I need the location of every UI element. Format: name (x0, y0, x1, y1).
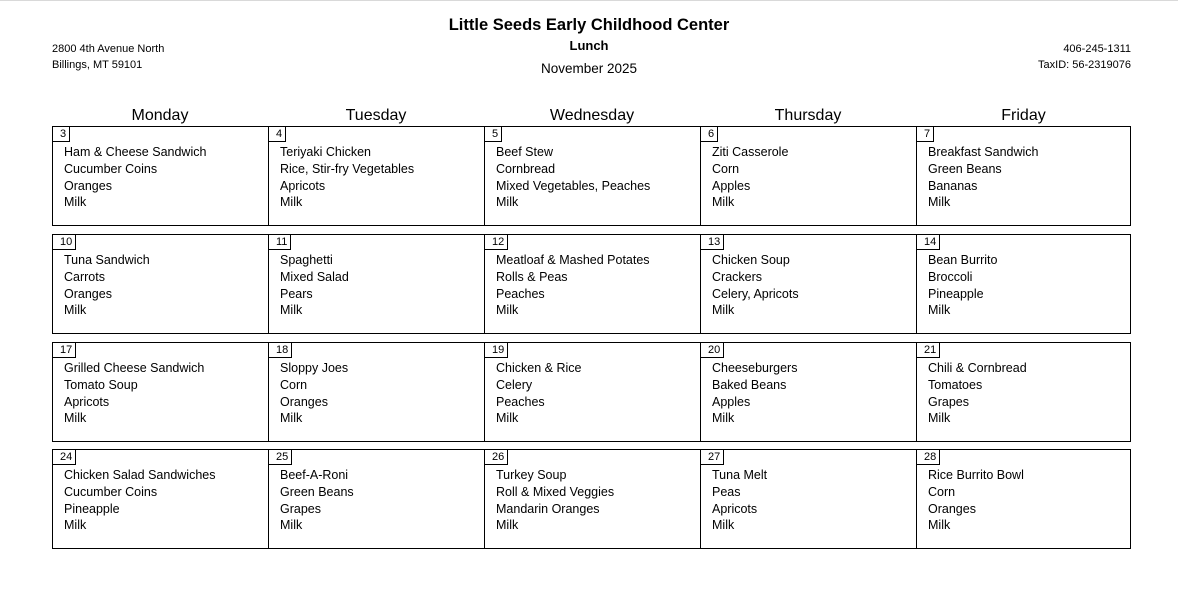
date-number: 4 (269, 127, 286, 142)
menu-item: Milk (280, 195, 303, 210)
menu-item: Milk (64, 411, 87, 426)
day-cell (53, 343, 269, 441)
menu-item: Milk (64, 303, 87, 318)
day-cell (269, 450, 485, 548)
menu-item: Cheeseburgers (712, 361, 798, 375)
menu-item: Peaches (496, 394, 545, 409)
menu-item: Broccoli (928, 269, 973, 284)
menu-item: Green Beans (928, 161, 1002, 176)
date-number: 28 (917, 450, 940, 465)
day-cell (485, 127, 701, 225)
day-header-monday: Monday (131, 107, 189, 124)
menu-item: Apples (712, 394, 751, 409)
menu-item: Milk (928, 518, 951, 533)
date-number: 24 (53, 450, 76, 465)
menu-item: Grilled Cheese Sandwich (64, 361, 205, 375)
day-header-wednesday: Wednesday (549, 107, 635, 124)
menu-item: Milk (496, 411, 519, 426)
menu-item: Rolls & Peas (496, 269, 568, 284)
menu-item: Milk (496, 303, 519, 318)
menu-item: Milk (928, 303, 951, 318)
menu-item: Milk (712, 518, 735, 533)
day-cell (485, 343, 701, 441)
day-header-friday: Friday (1001, 107, 1046, 124)
day-cell (53, 235, 269, 333)
date-number: 26 (485, 450, 508, 465)
menu-item: Breakfast Sandwich (928, 145, 1039, 159)
menu-item: Apples (712, 178, 751, 193)
menu-item: Baked Beans (712, 377, 787, 392)
day-header-thursday: Thursday (774, 107, 842, 124)
menu-item: Corn (928, 484, 956, 499)
day-cell (485, 450, 701, 548)
menu-item: Peas (712, 484, 741, 499)
menu-item: Milk (496, 518, 519, 533)
menu-item: Cornbread (496, 161, 556, 176)
menu-item: Grapes (280, 501, 321, 516)
date-number: 11 (269, 235, 291, 250)
day-cell (269, 127, 485, 225)
menu-item: Tomato Soup (64, 377, 138, 392)
menu-item: Rice Burrito Bowl (928, 468, 1024, 482)
menu-item: Milk (280, 518, 303, 533)
menu-item: Crackers (712, 269, 763, 284)
menu-item: Carrots (64, 269, 105, 284)
menu-item: Tomatoes (928, 377, 983, 392)
menu-item: Milk (64, 518, 87, 533)
day-cell (701, 343, 917, 441)
day-cell (917, 127, 1130, 225)
menu-item: Mixed Salad (280, 269, 349, 284)
address-line-2: Billings, MT 59101 (52, 59, 143, 71)
menu-item: Turkey Soup (496, 468, 567, 482)
menu-item: Pineapple (64, 501, 120, 516)
date-number: 10 (53, 235, 76, 250)
menu-item: Beef-A-Roni (280, 468, 349, 482)
page-title: Little Seeds Early Childhood Center (448, 16, 730, 34)
top-border-line (0, 0, 1178, 1)
menu-item: Pears (280, 286, 313, 301)
menu-item: Milk (712, 195, 735, 210)
menu-item: Chicken & Rice (496, 361, 582, 375)
day-cell (485, 235, 701, 333)
menu-item: Peaches (496, 286, 545, 301)
menu-item: Tuna Melt (712, 468, 768, 482)
date-number: 21 (917, 343, 940, 358)
menu-item: Beef Stew (496, 145, 553, 159)
menu-item: Milk (280, 303, 303, 318)
menu-item: Apricots (64, 394, 110, 409)
date-number: 19 (485, 343, 508, 358)
menu-item: Milk (712, 303, 735, 318)
menu-item: Teriyaki Chicken (280, 145, 372, 159)
weekday-header-row (52, 106, 1131, 126)
menu-item: Cucumber Coins (64, 161, 158, 176)
day-cell (701, 127, 917, 225)
menu-item: Ziti Casserole (712, 145, 789, 159)
menu-item: Oranges (280, 394, 328, 409)
menu-item: Spaghetti (280, 253, 333, 267)
date-number: 20 (701, 343, 724, 358)
menu-item: Oranges (64, 178, 112, 193)
date-number: 5 (485, 127, 502, 142)
date-number: 27 (701, 450, 724, 465)
day-cell (269, 235, 485, 333)
contact-block (1038, 41, 1131, 73)
week-row (52, 234, 1131, 334)
date-number: 17 (53, 343, 76, 358)
menu-item: Cucumber Coins (64, 484, 158, 499)
menu-item: Bean Burrito (928, 253, 998, 267)
menu-item: Milk (280, 411, 303, 426)
date-number: 25 (269, 450, 292, 465)
menu-item: Grapes (928, 394, 969, 409)
date-number: 18 (269, 343, 292, 358)
tax-id: TaxID: 56-2319076 (1038, 59, 1131, 71)
menu-item: Meatloaf & Mashed Potates (496, 253, 650, 267)
date-number: 13 (701, 235, 724, 250)
menu-item: Mixed Vegetables, Peaches (496, 178, 651, 193)
menu-item: Milk (928, 195, 951, 210)
week-row (52, 126, 1131, 226)
menu-item: Chicken Salad Sandwiches (64, 468, 216, 482)
date-number: 7 (917, 127, 934, 142)
menu-item: Milk (64, 195, 87, 210)
phone-number: 406-245-1311 (1063, 43, 1131, 55)
day-cell (701, 450, 917, 548)
menu-item: Roll & Mixed Veggies (496, 484, 615, 499)
day-cell (917, 235, 1130, 333)
menu-item: Green Beans (280, 484, 354, 499)
meal-type-label: Lunch (569, 38, 609, 53)
menu-item: Chicken Soup (712, 253, 790, 267)
menu-item: Chili & Cornbread (928, 361, 1027, 375)
day-header-tuesday: Tuesday (345, 107, 407, 124)
menu-item: Oranges (64, 286, 112, 301)
menu-item: Pineapple (928, 286, 984, 301)
menu-item: Mandarin Oranges (496, 501, 600, 516)
menu-item: Celery (496, 377, 533, 392)
menu-item: Milk (496, 195, 519, 210)
address-line-1: 2800 4th Avenue North (52, 43, 165, 55)
menu-item: Tuna Sandwich (64, 253, 150, 267)
date-number: 12 (485, 235, 508, 250)
menu-item: Corn (280, 377, 308, 392)
menu-item: Milk (712, 411, 735, 426)
menu-item: Ham & Cheese Sandwich (64, 145, 207, 159)
menu-item: Celery, Apricots (712, 286, 799, 301)
day-cell (53, 127, 269, 225)
week-row (52, 449, 1131, 549)
day-cell (701, 235, 917, 333)
day-cell (53, 450, 269, 548)
menu-item: Sloppy Joes (280, 361, 349, 375)
date-number: 14 (917, 235, 940, 250)
menu-item: Rice, Stir-fry Vegetables (280, 161, 415, 176)
day-cell (269, 343, 485, 441)
date-number: 6 (701, 127, 718, 142)
address-block (52, 41, 164, 73)
date-number: 3 (53, 127, 70, 142)
menu-period: November 2025 (540, 61, 638, 76)
week-row (52, 342, 1131, 442)
menu-item: Apricots (280, 178, 326, 193)
menu-item: Bananas (928, 178, 978, 193)
day-cell (917, 343, 1130, 441)
menu-item: Corn (712, 161, 740, 176)
day-cell (917, 450, 1130, 548)
menu-item: Oranges (928, 501, 976, 516)
menu-item: Milk (928, 411, 951, 426)
menu-item: Apricots (712, 501, 758, 516)
